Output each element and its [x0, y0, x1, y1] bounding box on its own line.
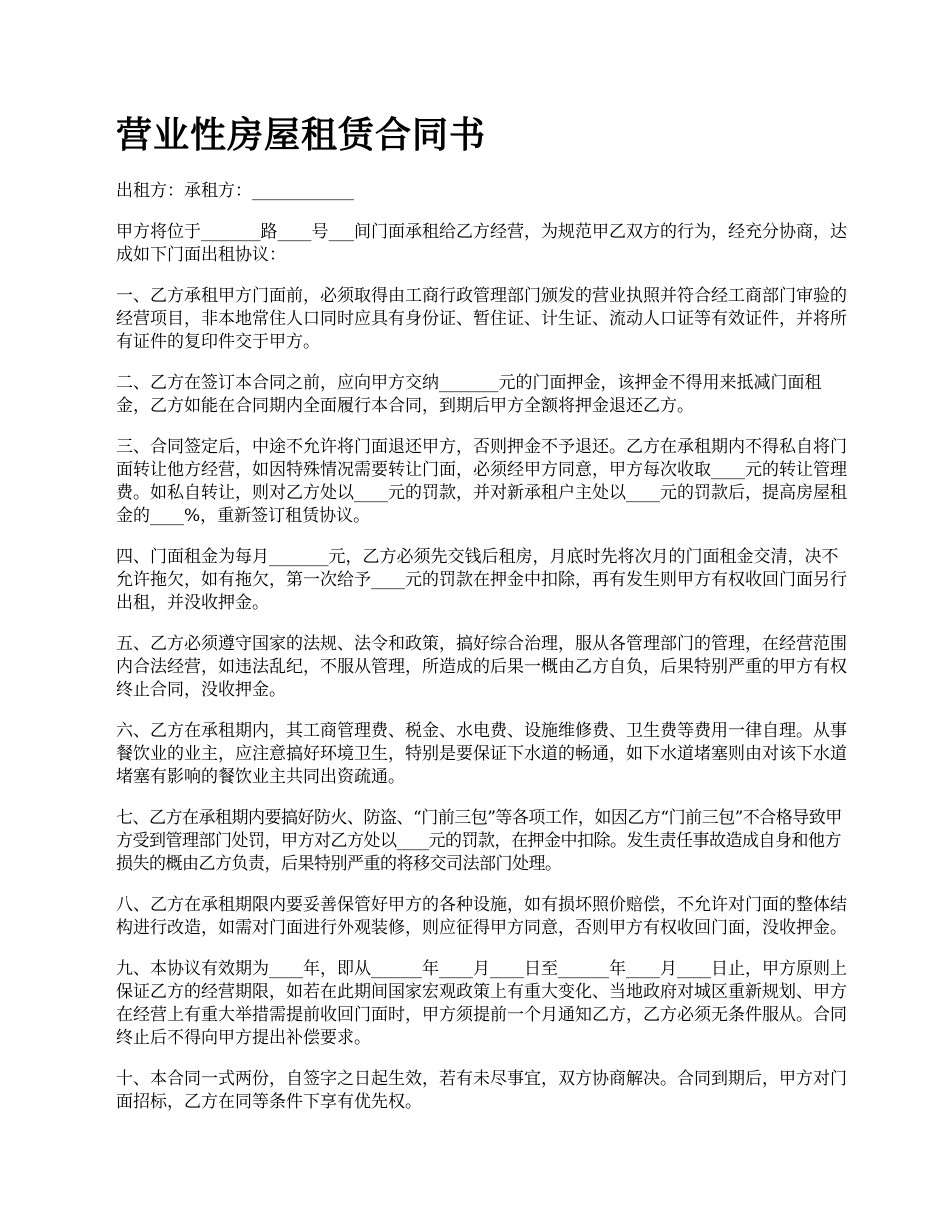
- parties-line: 出租方：承租方：____________: [116, 181, 354, 201]
- clause-2: 二、乙方在签订本合同之前，应向甲方交纳_______元的门面押金，该押金不得用来抵减门面租金，乙方如能在合同期内全面履行本合同，到期后甲方全额将押金退还乙方。: [116, 373, 822, 416]
- contract-document: [116, 112, 850, 1132]
- clause-1: 一、乙方承租甲方门面前，必须取得由工商行政管理部门颁发的营业执照并符合经工商部门审验的经营项目，非本地常住人口同时应具有身份证、暂住证、计生证、流动人口证等有效证件，并将所有证件的复印件交于甲方。: [116, 286, 847, 352]
- clause-9: 九、本协议有效期为____年，即从______年____月____日至______年____月____日止，甲方原则上保证乙方的经营期限，如若在此期间国家宏观政策上有重大变化、当地政府对城区重新规划、甲方在经营上有重大举措需提前收回门面时，甲方须提前一个月通知乙方，乙方必须无条件服从。合同终止后不得向甲方提出补偿要求。: [116, 959, 847, 1048]
- clause-7: 七、乙方在承租期内要搞好防火、防盗、“门前三包”等各项工作，如因乙方“门前三包”不合格导致甲方受到管理部门处罚，甲方对乙方处以____元的罚款，在押金中扣除。发生责任事故造成自身和他方损失的概由乙方负责，后果特别严重的将移交司法部门处理。: [116, 808, 842, 874]
- clause-8: 八、乙方在承租期限内要妥善保管好甲方的各种设施，如有损坏照价赔偿，不允许对门面的整体结构进行改造，如需对门面进行外观装修，则应征得甲方同意，否则甲方有权收回门面，没收押金。: [116, 895, 847, 938]
- clause-4: 四、门面租金为每月_______元，乙方必须先交钱后租房，月底时先将次月的门面租金交清，决不允许拖欠，如有拖欠，第一次给予____元的罚款在押金中扣除，再有发生则甲方有权收回门面另行出租，并没收押金。: [116, 547, 847, 613]
- document-title: 营业性房屋租赁合同书: [116, 115, 487, 156]
- clause-10: 十、本合同一式两份，自签字之日起生效，若有未尽事宜，双方协商解决。合同到期后，甲方对门面招标，乙方在同等条件下享有优先权。: [116, 1069, 847, 1112]
- clause-6: 六、乙方在承租期内，其工商管理费、税金、水电费、设施维修费、卫生费等费用一律自理。从事餐饮业的业主，应注意搞好环境卫生，特别是要保证下水道的畅通，如下水道堵塞则由对该下水道堵塞有影响的餐饮业主共同出资疏通。: [116, 721, 847, 787]
- clause-5: 五、乙方必须遵守国家的法规、法令和政策，搞好综合治理，服从各管理部门的管理，在经营范围内合法经营，如违法乱纪，不服从管理，所造成的后果一概由乙方自负，后果特别严重的甲方有权终止合同，没收押金。: [116, 634, 847, 700]
- intro-paragraph: 甲方将位于_______路____号___间门面承租给乙方经营，为规范甲乙双方的行为，经充分协商，达成如下门面出租协议：: [116, 222, 847, 265]
- clause-3: 三、合同签定后，中途不允许将门面退还甲方，否则押金不予退还。乙方在承租期内不得私自将门面转让他方经营，如因特殊情况需要转让门面，必须经甲方同意，甲方每次收取____元的转让管理费。如私自转让，则对乙方处以____元的罚款，并对新承租户主处以____元的罚款后，提高房屋租金的____%，重新签订租赁协议。: [116, 437, 847, 526]
